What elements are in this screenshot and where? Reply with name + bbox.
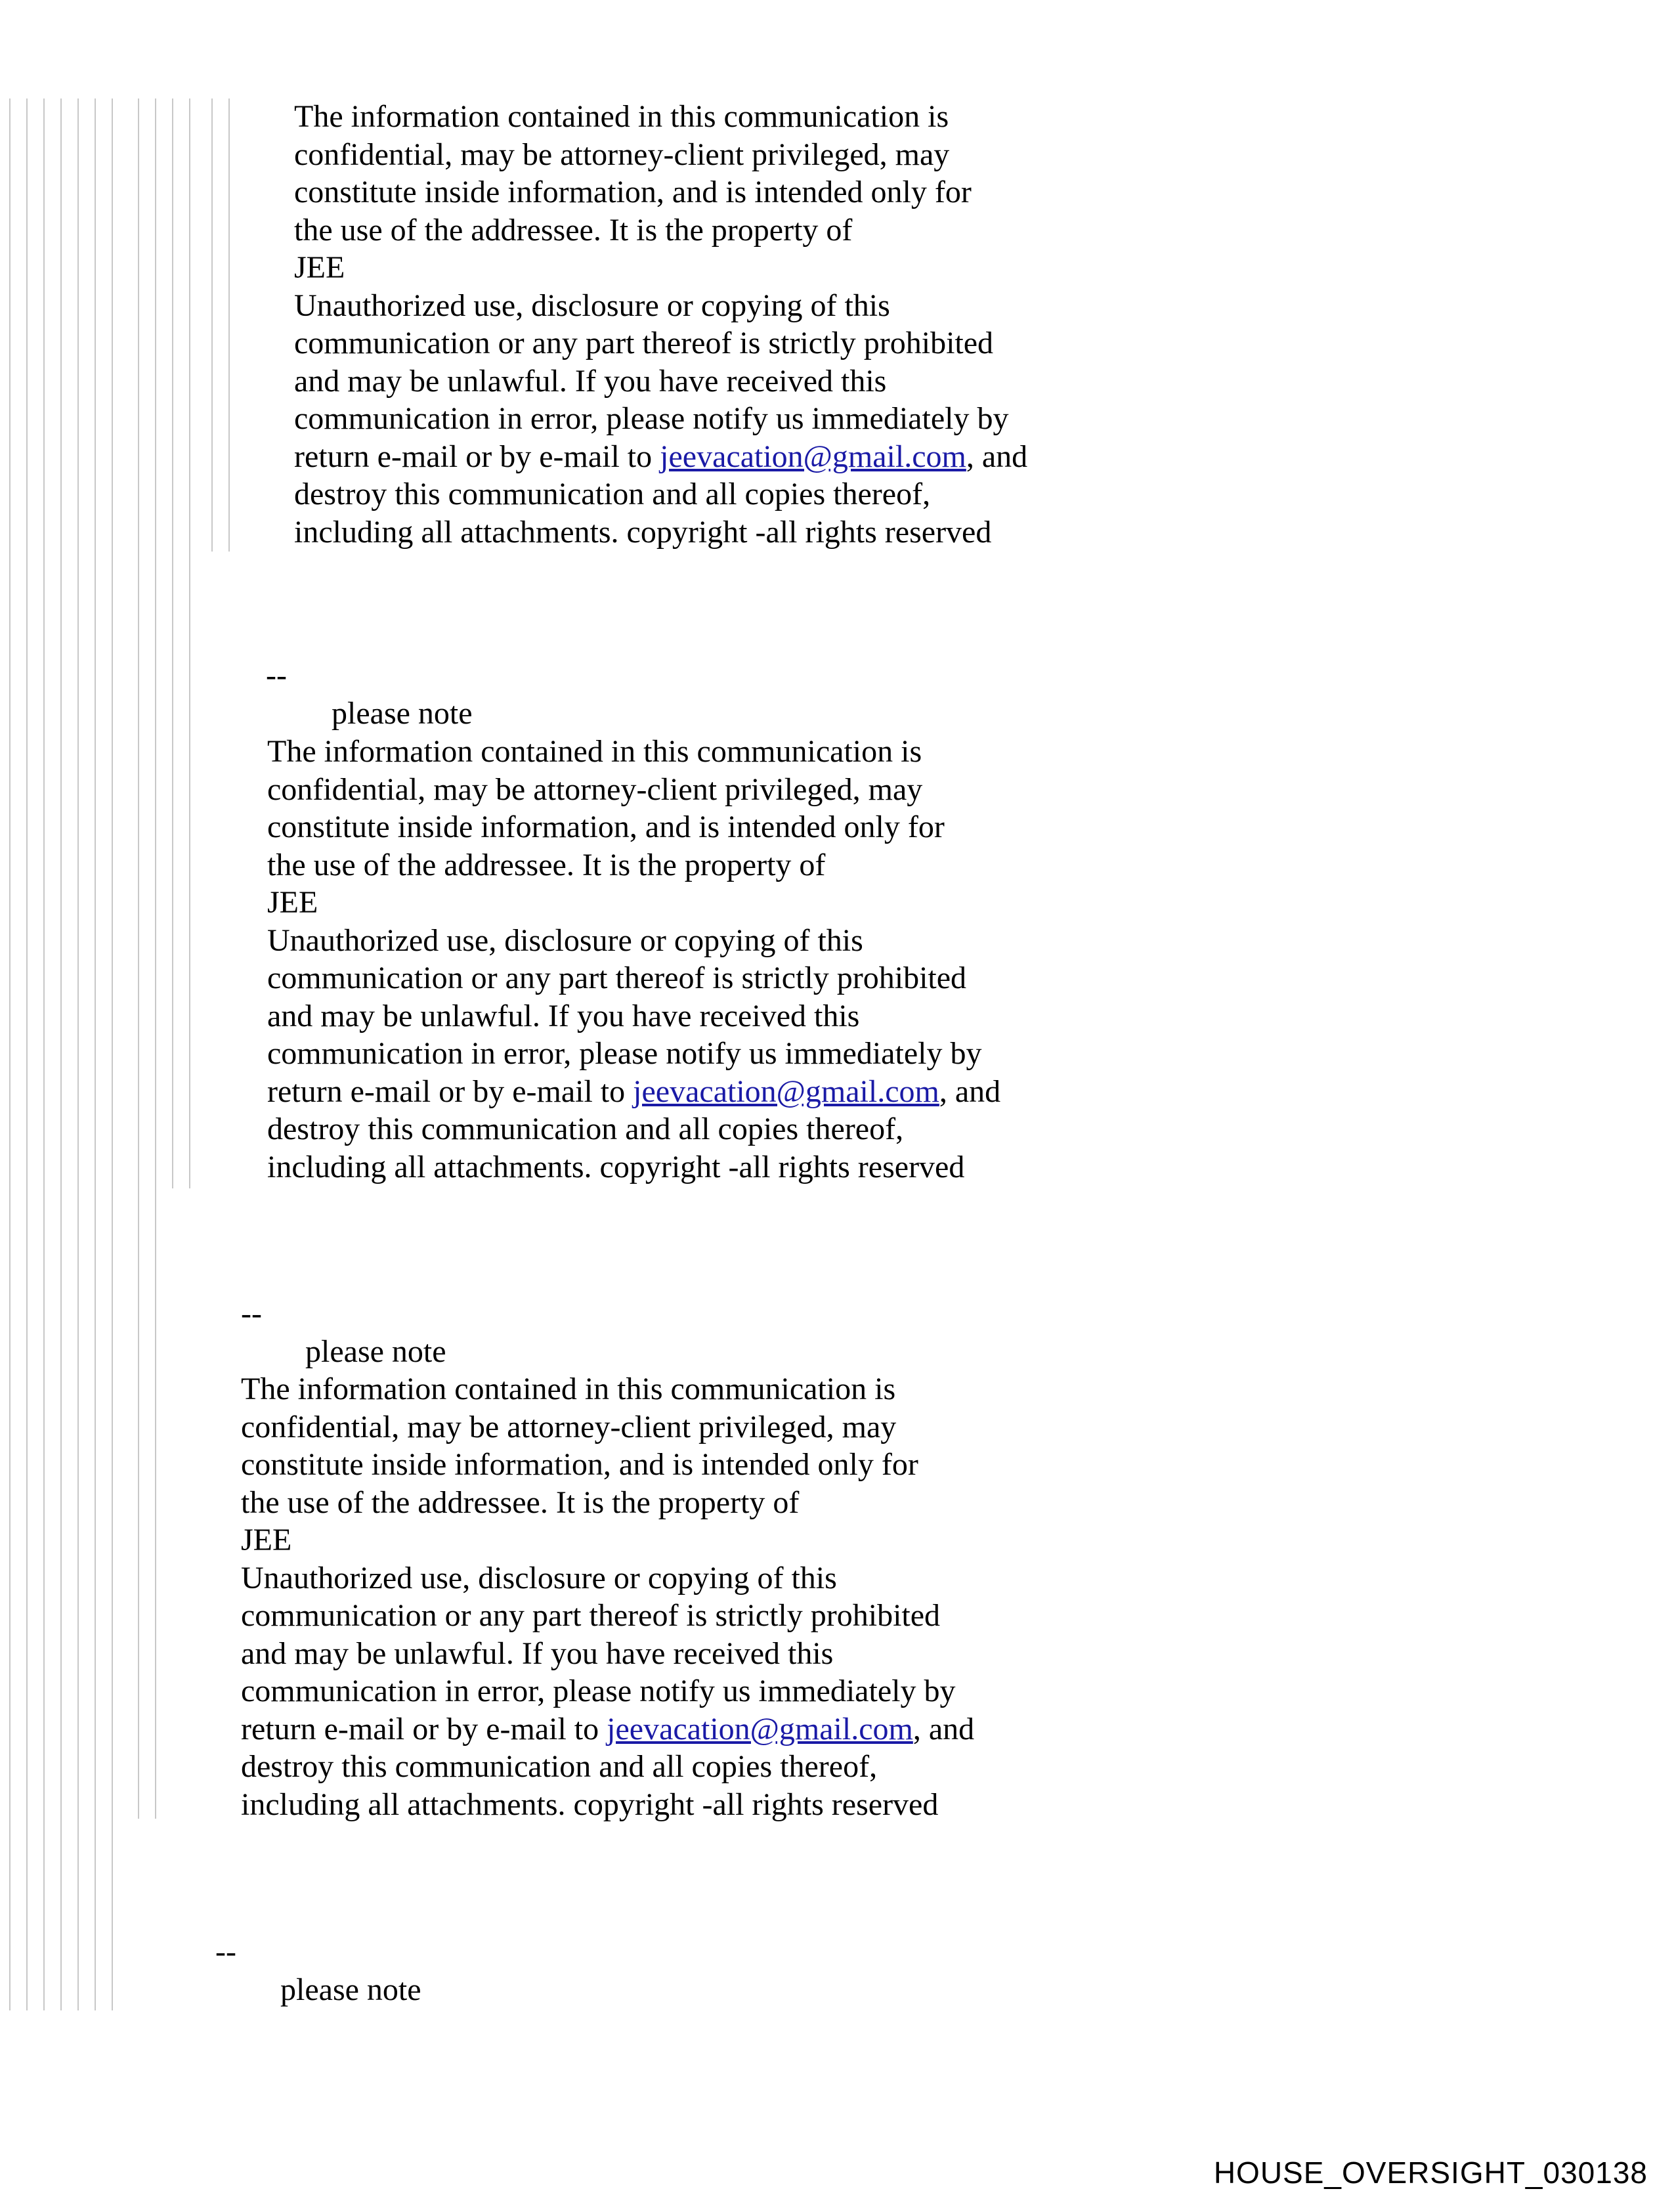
disclaimer-line: The information contained in this communication is [267, 734, 922, 769]
disclaimer-line: constitute inside information, and is intended only for [267, 810, 945, 844]
disclaimer-line: communication or any part thereof is strictly prohibited [241, 1598, 941, 1633]
disclaimer-line: and may be unlawful. If you have received this [241, 1636, 834, 1671]
disclaimer-line: constitute inside information, and is intended only for [294, 175, 972, 209]
return-email-line [267, 1073, 1000, 1111]
disclaimer-line: including all attachments. copyright -all rights reserved [267, 1149, 965, 1184]
disclaimer-line: communication in error, please notify us immediately by [267, 1036, 982, 1071]
return-email-line [294, 438, 1027, 476]
signature-separator: -- [241, 1296, 262, 1331]
return-suffix: , and [939, 1073, 1001, 1109]
disclaimer-line: confidential, may be attorney-client privileged, may [241, 1409, 897, 1444]
signature-separator: -- [266, 658, 287, 693]
quote-bar-3 [43, 98, 45, 2010]
quote-bar-10 [172, 98, 173, 1188]
disclaimer-line: including all attachments. copyright -all rights reserved [294, 514, 992, 550]
quote-bar-8 [138, 98, 139, 1819]
disclaimer-line: confidential, may be attorney-client privileged, may [294, 137, 950, 172]
disclaimer-block-3 [241, 1370, 974, 1823]
email-link[interactable]: jeevacation@gmail.com [607, 1711, 913, 1746]
disclaimer-line: and may be unlawful. If you have received this [267, 998, 860, 1033]
disclaimer-line: including all attachments. copyright -all rights reserved [241, 1787, 939, 1822]
return-prefix: return e-mail or by e-mail to [294, 439, 660, 474]
return-prefix: return e-mail or by e-mail to [241, 1711, 607, 1746]
disclaimer-line: communication in error, please notify us immediately by [294, 401, 1009, 436]
quote-bar-5 [77, 98, 79, 2010]
please-note-text: please note [332, 696, 473, 731]
quote-bar-2 [26, 98, 28, 2010]
disclaimer-line: destroy this communication and all copies thereof, [241, 1749, 878, 1784]
disclaimer-line: and may be unlawful. If you have received this [294, 363, 887, 399]
disclaimer-line: communication or any part thereof is strictly prohibited [267, 961, 967, 995]
quote-bar-1 [9, 98, 11, 2010]
disclaimer-line: The information contained in this communication is [294, 99, 949, 134]
disclaimer-line: the use of the addressee. It is the property of [294, 212, 853, 248]
disclaimer-line: destroy this communication and all copies thereof, [294, 477, 931, 511]
signature-separator: -- [215, 1934, 236, 1969]
disclaimer-line: destroy this communication and all copies thereof, [267, 1112, 904, 1146]
disclaimer-line: confidential, may be attorney-client privileged, may [267, 771, 923, 807]
return-suffix: , and [966, 439, 1028, 474]
disclaimer-line: Unauthorized use, disclosure or copying of this [241, 1560, 837, 1595]
quote-bar-7 [112, 98, 113, 2010]
quote-bar-4 [60, 98, 62, 2010]
email-link[interactable]: jeevacation@gmail.com [660, 439, 966, 474]
disclaimer-line: Unauthorized use, disclosure or copying of this [267, 922, 863, 958]
disclaimer-line: JEE [267, 885, 318, 920]
please-note-text: please note [280, 1972, 421, 2007]
return-suffix: , and [912, 1711, 975, 1746]
quote-bar-12 [211, 98, 213, 552]
disclaimer-line: communication in error, please notify us immediately by [241, 1674, 956, 1708]
disclaimer-block-1 [294, 98, 1027, 551]
return-prefix: return e-mail or by e-mail to [267, 1073, 633, 1109]
quote-bar-6 [95, 98, 96, 2010]
return-email-line [241, 1710, 974, 1748]
disclaimer-line: constitute inside information, and is intended only for [241, 1447, 918, 1482]
quote-bar-13 [228, 98, 230, 552]
quote-bar-9 [155, 98, 156, 1819]
bates-number: HOUSE_OVERSIGHT_030138 [1213, 2156, 1648, 2190]
quote-bar-11 [189, 98, 190, 1188]
email-link[interactable]: jeevacation@gmail.com [633, 1073, 939, 1109]
disclaimer-block-2 [267, 733, 1000, 1186]
disclaimer-line: the use of the addressee. It is the property of [241, 1485, 800, 1520]
please-note-text: please note [305, 1334, 446, 1369]
disclaimer-line: JEE [294, 250, 345, 285]
disclaimer-line: Unauthorized use, disclosure or copying of this [294, 288, 890, 323]
disclaimer-line: communication or any part thereof is strictly prohibited [294, 326, 994, 360]
disclaimer-line: JEE [241, 1523, 292, 1557]
disclaimer-line: the use of the addressee. It is the property of [267, 847, 826, 882]
disclaimer-line: The information contained in this communication is [241, 1372, 896, 1406]
